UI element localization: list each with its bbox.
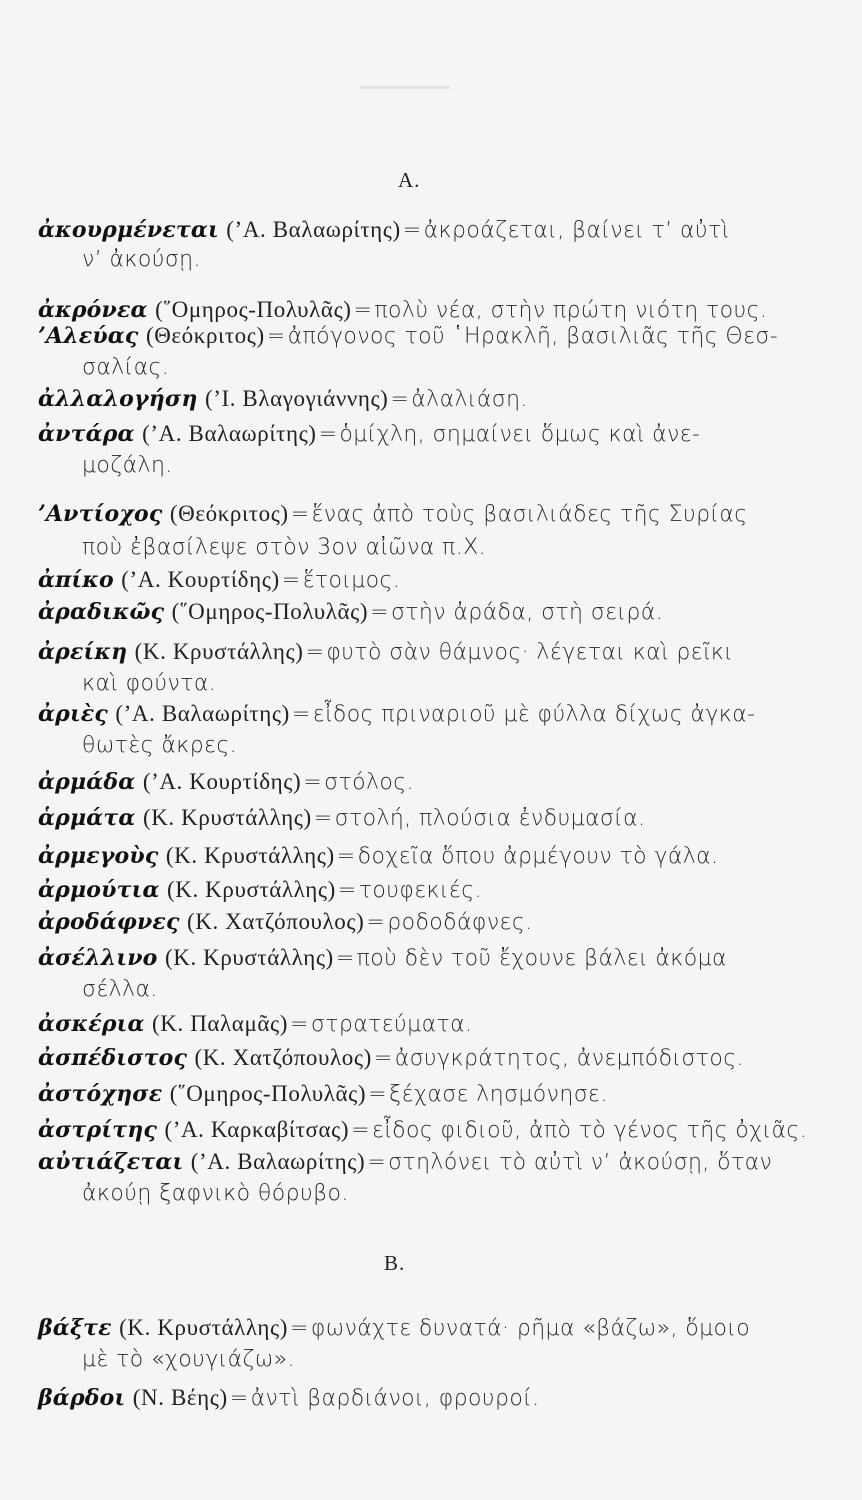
equals-sign: = xyxy=(305,640,325,665)
entry-source-author: (῞Ομηρος-Πολυλᾶς) xyxy=(169,1081,367,1106)
entry-headword: ἀκουρμένεται xyxy=(38,217,219,243)
entry-definition: ποὺ δὲν τοῦ ἔχουνε βάλει ἀκόμα xyxy=(356,946,727,971)
entry-headword: ἀστρίτης xyxy=(38,1117,158,1143)
entry-source-author: (Κ. Παλαμᾶς) xyxy=(152,1011,289,1036)
entry-line-first xyxy=(38,500,748,529)
entry-definition-continuation: ἀκούῃ ξαφνικὸ θόρυβο. xyxy=(82,1181,349,1206)
entry-headword: αὐτιάζεται xyxy=(38,1149,184,1175)
entry-line-first xyxy=(38,876,482,905)
entry-definition: ἀντὶ βαρδιάνοι, φρουροί. xyxy=(250,1386,540,1411)
entry-line-first xyxy=(38,598,663,627)
entry-definition: ἕτοιμος. xyxy=(302,568,401,593)
entry-line-first xyxy=(38,216,730,245)
entry-line-first xyxy=(38,1044,744,1073)
entry-line-first xyxy=(38,322,778,351)
entry-source-author: (Κ. Χατζόπουλος) xyxy=(194,1045,372,1070)
entry-definition: στόλος. xyxy=(324,770,414,795)
equals-sign: = xyxy=(318,422,338,447)
entry-definition: φυτὸ σὰν θάμνος· λέγεται καὶ ρεῖκι xyxy=(326,640,734,665)
entry-definition: στολή, πλούσια ἐνδυμασία. xyxy=(334,806,646,831)
entry-definition: ἀκροάζεται, βαίνει τʼ αὐτὶ xyxy=(423,218,730,243)
equals-sign: = xyxy=(368,1082,387,1107)
entry-definition: εἶδος πριναριοῦ μὲ φύλλα δίχως ἀγκα- xyxy=(312,702,756,727)
equals-sign: = xyxy=(366,910,386,935)
entry-source-author: (Κ. Κρυστάλλης) xyxy=(167,877,336,902)
entry-definition: ἕνας ἀπὸ τοὺς βασιλιάδες τῆς Συρίας xyxy=(311,502,748,527)
entry-line-first xyxy=(38,908,533,937)
entry-line-first xyxy=(38,768,414,797)
entry-definition-continuation: ποὺ ἐβασίλεψε στὸν 3ον αἰῶνα π.Χ. xyxy=(82,535,486,560)
entry-line-first xyxy=(38,1080,608,1109)
entry-definition: ροδοδάφνες. xyxy=(387,910,533,935)
entry-definition-continuation: καὶ φούντα. xyxy=(82,671,217,696)
equals-sign: = xyxy=(353,298,373,323)
section-heading-b: B. xyxy=(384,1251,406,1275)
entry-headword: ἁρμάτα xyxy=(38,805,136,831)
entry-headword: βάρδοι xyxy=(38,1385,126,1411)
equals-sign: = xyxy=(281,568,301,593)
entry-definition-continuation: μοζάλη. xyxy=(82,453,173,478)
entry-definition: στηλόνει τὸ αὐτὶ νʼ ἀκούσῃ, ὅταν xyxy=(388,1150,773,1175)
entry-source-author: (ʼΙ. Βλαγογιάννης) xyxy=(204,386,389,411)
entry-headword: ἀσέλλινο xyxy=(38,945,158,971)
entry-definition: ὁμίχλη, σημαίνει ὅμως καὶ ἀνε- xyxy=(339,422,701,447)
entry-line-first xyxy=(38,1148,772,1177)
equals-sign: = xyxy=(290,502,310,527)
entry-source-author: (ʼΑ. Βαλαωρίτης) xyxy=(226,217,401,242)
entry-source-author: (ʼΑ. Βαλαωρίτης) xyxy=(190,1149,366,1174)
entry-source-author: (Κ. Χατζόπουλος) xyxy=(186,909,365,934)
entry-headword: ʼΑντίοχος xyxy=(38,501,163,527)
entry-source-author: (Κ. Κρυστάλλης) xyxy=(134,639,304,664)
entry-source-author: (Θεόκριτος) xyxy=(169,501,289,526)
entry-headword: ἀλλαλογήση xyxy=(38,386,198,412)
entry-definition-continuation: θωτὲς ἄκρες. xyxy=(82,733,238,758)
entry-source-author: (Κ. Κρυστάλλης) xyxy=(119,1315,288,1340)
entry-line-first xyxy=(38,566,400,595)
entry-source-author: (Κ. Κρυστάλλης) xyxy=(165,843,335,868)
entry-definition-continuation: σαλίας. xyxy=(82,355,170,380)
entry-source-author: (῞Ομηρος-Πολυλᾶς) xyxy=(171,599,369,624)
entry-headword: ἀραδικῶς xyxy=(38,599,165,625)
equals-sign: = xyxy=(336,844,356,869)
entry-headword: ἀσπέδιστος xyxy=(38,1045,188,1071)
entry-line-first xyxy=(38,1010,472,1039)
entry-headword: βάξτε xyxy=(38,1315,112,1341)
entry-line-first xyxy=(38,385,528,414)
entry-source-author: (Θεόκριτος) xyxy=(145,323,265,348)
equals-sign: = xyxy=(351,1118,370,1143)
entry-definition-continuation: σέλλα. xyxy=(82,977,158,1002)
entry-source-author: (῞Ομηρος-Πολυλᾶς) xyxy=(155,297,352,322)
equals-sign: = xyxy=(402,218,422,243)
entry-source-author: (Κ. Κρυστάλλης) xyxy=(142,805,312,830)
entry-source-author: (Ν. Βέης) xyxy=(132,1385,228,1410)
equals-sign: = xyxy=(335,946,355,971)
equals-sign: = xyxy=(313,806,333,831)
entry-source-author: (ʼΑ. Κουρτίδης) xyxy=(142,769,302,794)
entry-headword: ἀρμεγοὺς xyxy=(38,843,159,869)
entry-definition: τουφεκιές. xyxy=(358,878,482,903)
entry-definition: πολὺ νέα, στὴν πρώτη νιότη τους. xyxy=(374,298,768,323)
equals-sign: = xyxy=(373,1046,393,1071)
entry-headword: ἀντάρα xyxy=(38,421,135,447)
equals-sign: = xyxy=(337,878,357,903)
entry-definition: φωνάχτε δυνατά· ρῆμα «βάζω», ὅμοιο xyxy=(310,1316,751,1341)
equals-sign: = xyxy=(303,770,323,795)
entry-definition: ξέχασε λησμόνησε. xyxy=(388,1082,608,1107)
entry-source-author: (ʼΑ. Κουρτίδης) xyxy=(121,567,280,592)
entry-source-author: (ʼΑ. Βαλαωρίτης) xyxy=(115,701,290,726)
entry-headword: ʼΑλεύας xyxy=(38,323,139,349)
entry-line-first xyxy=(38,420,700,449)
equals-sign: = xyxy=(291,702,311,727)
equals-sign: = xyxy=(266,324,286,349)
equals-sign: = xyxy=(229,1386,249,1411)
entry-headword: ἀρμάδα xyxy=(38,769,136,795)
entry-definition: στὴν ἀράδα, στὴ σειρά. xyxy=(390,600,664,625)
entry-line-first xyxy=(38,1314,750,1343)
equals-sign: = xyxy=(290,1316,309,1341)
entry-headword: ἀροδάφνες xyxy=(38,909,180,935)
equals-sign: = xyxy=(370,600,389,625)
entry-definition: δοχεῖα ὅπου ἀρμέγουν τὸ γάλα. xyxy=(357,844,719,869)
entry-source-author: (Κ. Κρυστάλλης) xyxy=(164,945,334,970)
entry-definition: ἀπόγονος τοῦ ῾Ηρακλῆ, βασιλιᾶς τῆς Θεσ- xyxy=(287,324,779,349)
entry-line-first xyxy=(38,804,645,833)
entry-headword: ἀριὲς xyxy=(38,701,108,727)
entry-line-first xyxy=(38,296,767,325)
entry-definition-continuation: μὲ τὸ «χουγιάζω». xyxy=(82,1347,295,1372)
entry-line-first xyxy=(38,700,755,729)
entry-headword: ἀστόχησε xyxy=(38,1081,163,1107)
entry-line-first xyxy=(38,1384,540,1413)
entry-source-author: (ʼΑ. Καρκαβίτσας) xyxy=(164,1117,350,1142)
faint-header-mark xyxy=(360,86,450,89)
entry-definition: στρατεύματα. xyxy=(310,1012,473,1037)
entry-headword: ἀρείκη xyxy=(38,639,128,665)
entry-definition: ἀλαλιάση. xyxy=(411,387,528,412)
entry-line-first xyxy=(38,944,727,973)
entry-line-first xyxy=(38,1116,807,1145)
entry-headword: ἀπίκο xyxy=(38,567,114,593)
equals-sign: = xyxy=(367,1150,387,1175)
equals-sign: = xyxy=(390,387,410,412)
entry-definition-continuation: νʼ ἀκούσῃ. xyxy=(82,247,201,272)
entry-headword: ἀκρόνεα xyxy=(38,297,148,323)
equals-sign: = xyxy=(290,1012,309,1037)
entry-definition: εἶδος φιδιοῦ, ἀπὸ τὸ γένος τῆς ὀχιᾶς. xyxy=(371,1118,808,1143)
entry-line-first xyxy=(38,842,718,871)
entry-headword: ἀσκέρια xyxy=(38,1011,145,1037)
entry-line-first xyxy=(38,638,733,667)
entry-definition: ἀσυγκράτητος, ἀνεμπόδιστος. xyxy=(394,1046,744,1071)
entry-source-author: (ʼΑ. Βαλαωρίτης) xyxy=(142,421,317,446)
section-heading-a: A. xyxy=(398,168,421,192)
entry-headword: ἀρμούτια xyxy=(38,877,160,903)
